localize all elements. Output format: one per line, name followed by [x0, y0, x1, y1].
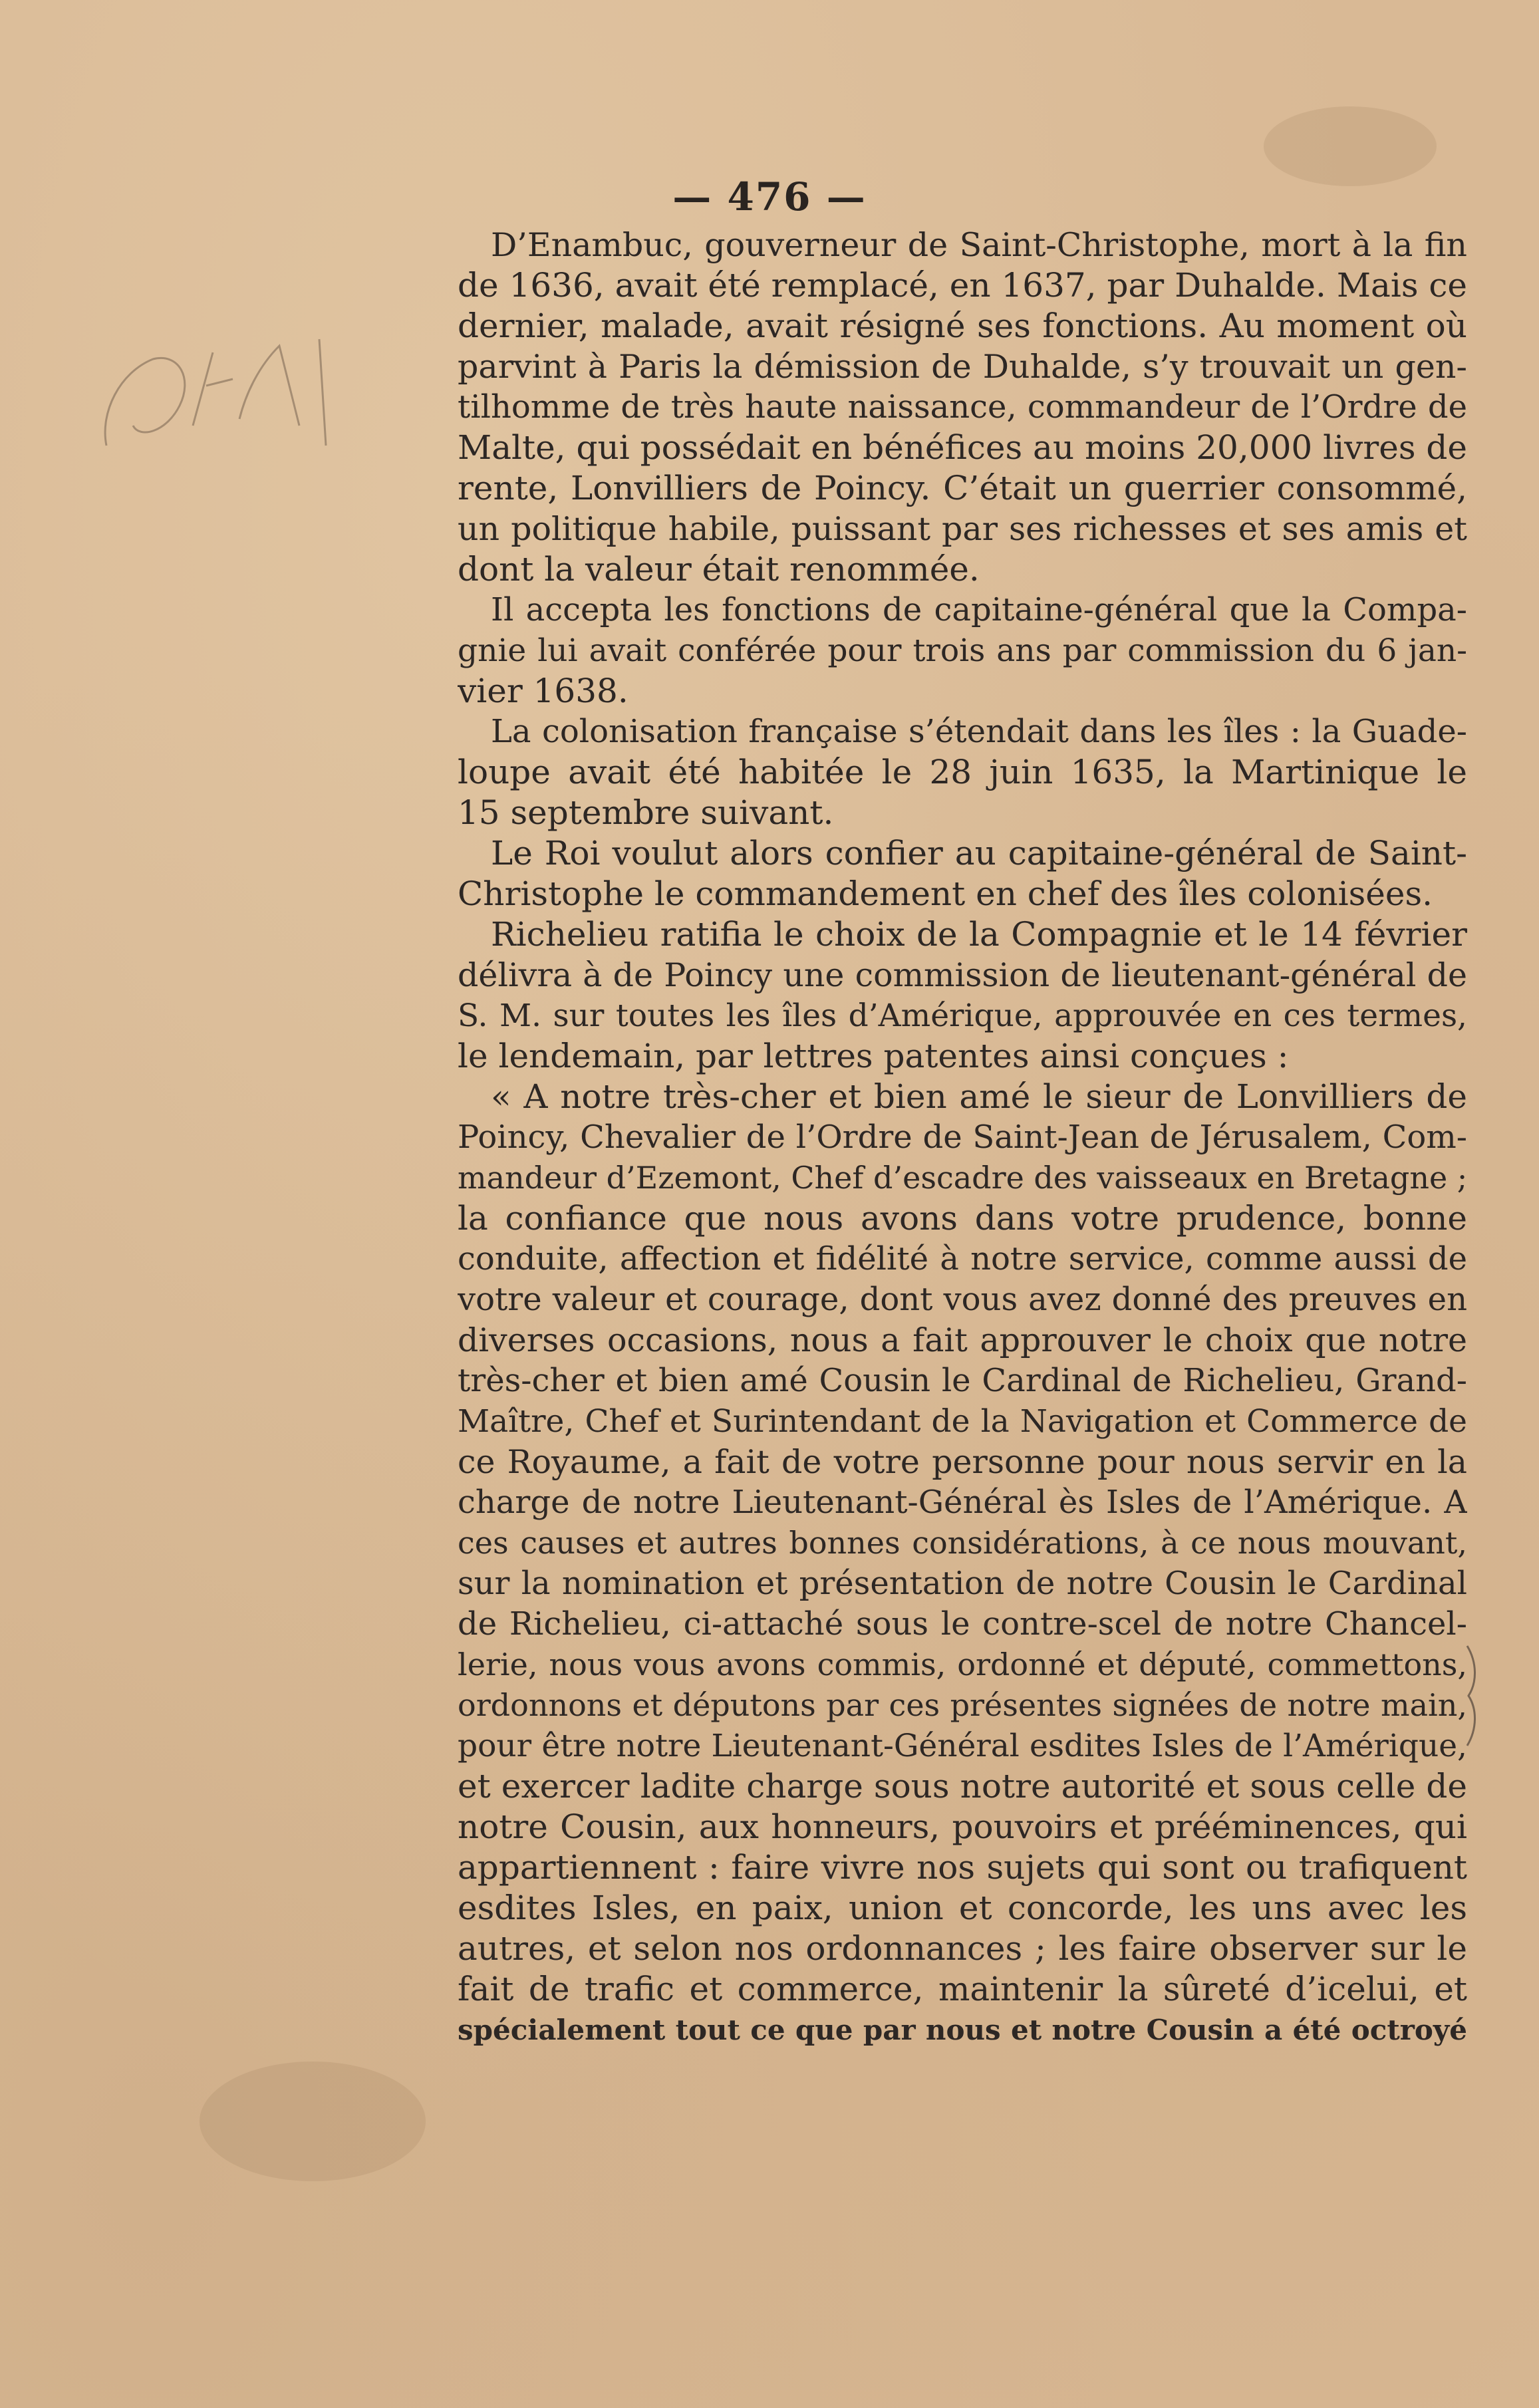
text-line: vier 1638. — [458, 672, 629, 710]
text-line: charge de notre Lieutenant-Général ès Isles de l’Amérique. A — [458, 1484, 1467, 1521]
text-line: le lendemain, par lettres patentes ainsi conçues : — [458, 1037, 1289, 1075]
text-line: Le Roi voulut alors confier au capitaine-général de Saint- — [491, 834, 1467, 872]
text-line: parvint à Paris la démission de Duhalde, s’y trouvait un gen- — [458, 348, 1467, 386]
text-line: délivra à de Poincy une commission de lieutenant-général de — [458, 956, 1467, 994]
text-line: S. M. sur toutes les îles d’Amérique, approuvée en ces termes, — [458, 998, 1467, 1034]
text-line: spécialement tout ce que par nous et notre Cousin a été octroyé — [458, 2014, 1467, 2046]
text-line: 15 septembre suivant. — [458, 793, 834, 832]
text-line: dont la valeur était renommée. — [458, 550, 980, 589]
text-line: et exercer ladite charge sous notre autorité et sous celle de — [458, 1767, 1467, 1806]
text-line: la confiance que nous avons dans votre prudence, bonne — [458, 1199, 1467, 1238]
text-line: votre valeur et courage, dont vous avez donné des preuves en — [458, 1281, 1467, 1318]
body-text — [458, 225, 1467, 2050]
text-line: D’Enambuc, gouverneur de Saint-Christophe, mort à la fin — [491, 226, 1467, 264]
text-line: Malte, qui possédait en bénéfices au moins 20,000 livres de — [458, 428, 1467, 467]
text-line: appartiennent : faire vivre nos sujets qui sont ou trafiquent — [458, 1848, 1467, 1887]
text-line: Richelieu ratifia le choix de la Compagnie et le 14 février — [491, 915, 1467, 954]
text-line: fait de trafic et commerce, maintenir la sûreté d’icelui, et — [458, 1970, 1467, 2008]
text-line: tilhomme de très haute naissance, commandeur de l’Ordre de — [458, 388, 1467, 426]
text-line: de 1636, avait été remplacé, en 1637, par Duhalde. Mais ce — [458, 266, 1467, 305]
text-line: mandeur d’Ezemont, Chef d’escadre des vaisseaux en Bretagne ; — [458, 1160, 1467, 1196]
text-line: Maître, Chef et Surintendant de la Navigation et Commerce de — [458, 1403, 1467, 1440]
text-line: conduite, affection et fidélité à notre service, comme aussi de — [458, 1240, 1467, 1277]
text-line: autres, et selon nos ordonnances ; les faire observer sur le — [458, 1929, 1467, 1968]
text-line: de Richelieu, ci-attaché sous le contre-scel de notre Chancel- — [458, 1605, 1467, 1643]
text-line: loupe avait été habitée le 28 juin 1635, la Martinique le — [458, 753, 1467, 791]
text-line: gnie lui avait conférée pour trois ans par commission du 6 jan- — [458, 632, 1467, 669]
text-line: « A notre très-cher et bien amé le sieur de Lonvilliers de — [491, 1077, 1467, 1116]
text-line: Il accepta les fonctions de capitaine-général que la Compa- — [491, 591, 1467, 628]
paper-stain — [200, 2062, 426, 2181]
text-line: La colonisation française s’étendait dans les îles : la Guade- — [491, 713, 1467, 750]
page-number: — 476 — — [672, 174, 867, 219]
text-line: sur la nomination et présentation de notre Cousin le Cardinal — [458, 1565, 1467, 1602]
text-line: ces causes et autres bonnes considérations, à ce nous mouvant, — [458, 1525, 1467, 1561]
text-line: lerie, nous vous avons commis, ordonné et député, commettons, — [458, 1647, 1467, 1682]
text-line: ce Royaume, a fait de votre personne pour nous servir en la — [458, 1443, 1467, 1481]
text-line: Poincy, Chevalier de l’Ordre de Saint-Jean de Jérusalem, Com- — [458, 1119, 1467, 1156]
text-line: dernier, malade, avait résigné ses fonctions. Au moment où — [458, 307, 1467, 345]
text-line: diverses occasions, nous a fait approuver le choix que notre — [458, 1321, 1467, 1359]
text-line: très-cher et bien amé Cousin le Cardinal de Richelieu, Grand- — [458, 1362, 1467, 1399]
text-line: un politique habile, puissant par ses richesses et ses amis et — [458, 510, 1467, 548]
text-line: notre Cousin, aux honneurs, pouvoirs et prééminences, qui — [458, 1807, 1467, 1846]
text-line: rente, Lonvilliers de Poincy. C’était un guerrier consommé, — [458, 469, 1467, 507]
handwritten-margin-mark — [80, 313, 359, 466]
text-line: ordonnons et députons par ces présentes signées de notre main, — [458, 1687, 1467, 1723]
text-line: Christophe le commandement en chef des îles colonisées. — [458, 874, 1433, 913]
text-line: esdites Isles, en paix, union et concorde, les uns avec les — [458, 1889, 1467, 1927]
text-line: pour être notre Lieutenant-Général esdites Isles de l’Amérique, — [458, 1728, 1467, 1764]
